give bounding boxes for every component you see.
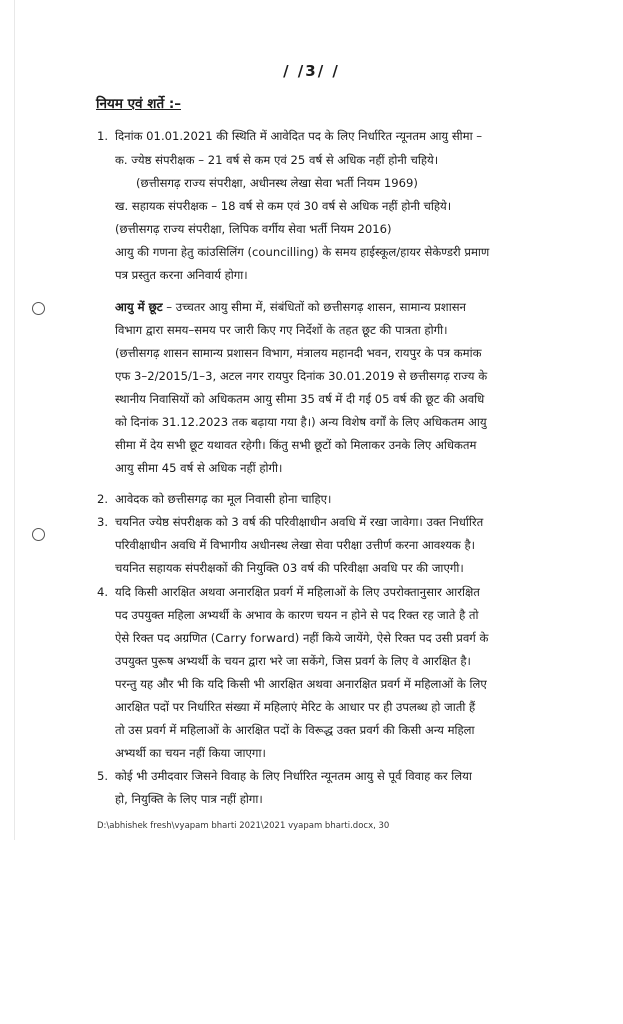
rule-4-line-4: उपयुक्त पुरूष अभ्यर्थी के चयन द्वारा भरे जा सकेंगे, जिस प्रवर्ग के लिए वे आरक्षित है। — [115, 654, 471, 668]
section-heading: नियम एवं शर्ते :– — [96, 96, 181, 112]
rule-3-line-2: परिवीक्षाधीन अवधि में विभागीय अधीनस्थ लेखा सेवा परीक्षा उत्तीर्ण करना आवश्यक है। — [115, 538, 476, 552]
item-number-2: 2. — [97, 492, 109, 506]
age-relaxation-line-2: विभाग द्वारा समय–समय पर जारी किए गए निर्देशों के तहत छूट की पात्रता होगी। — [115, 323, 448, 337]
scan-edge-line — [14, 0, 15, 840]
item-number-5: 5. — [97, 769, 109, 783]
item-number-1: 1. — [97, 129, 109, 143]
rule-1-line-5: (छत्तीसगढ़ राज्य संपरीक्षा, लिपिक वर्गीय सेवा भर्ती नियम 2016) — [115, 222, 392, 236]
rule-1-line-3: (छत्तीसगढ़ राज्य संपरीक्षा, अधीनस्थ लेखा सेवा भर्ती नियम 1969) — [136, 176, 418, 190]
rule-4-line-7: तो उस प्रवर्ग में महिलाओं के आरक्षित पदों के विरूद्ध उक्त प्रवर्ग की किसी अन्य महिला — [115, 723, 475, 737]
rule-3-line-1: चयनित ज्येष्ठ संपरीक्षक को 3 वर्ष की परिवीक्षाधीन अवधि में रखा जावेगा। उक्त निर्धारित — [115, 515, 484, 529]
punch-hole-bottom — [32, 528, 45, 541]
rule-1-line-4: ख. सहायक संपरीक्षक – 18 वर्ष से कम एवं 30 वर्ष से अधिक नहीं होनी चहिये। — [115, 199, 452, 213]
item-number-3: 3. — [97, 515, 109, 529]
page-number: / /3/ / — [283, 62, 340, 80]
rule-4-line-1: यदि किसी आरक्षित अथवा अनारक्षित प्रवर्ग में महिलाओं के लिए उपरोक्तानुसार आरक्षित — [115, 585, 480, 599]
age-relaxation-line-8: आयु सीमा 45 वर्ष से अधिक नहीं होगी। — [115, 461, 283, 475]
rule-4-line-8: अभ्यर्थी का चयन नहीं किया जाएगा। — [115, 746, 266, 760]
punch-hole-top — [32, 302, 45, 315]
rule-5-line-2: हो, नियुक्ति के लिए पात्र नहीं होगा। — [115, 792, 263, 806]
rule-4-line-2: पद उपयुक्त महिला अभ्यर्थी के अभाव के कारण चयन न होने से पद रिक्त रह जाते है तो — [115, 608, 479, 622]
rule-1-line-2: क. ज्येष्ठ संपरीक्षक – 21 वर्ष से कम एवं 25 वर्ष से अधिक नहीं होनी चहिये। — [115, 153, 439, 167]
file-path-footer: D:\abhishek fresh\vyapam bharti 2021\2021 vyapam bharti.docx, 30 — [97, 821, 390, 831]
rule-5-line-1: कोई भी उमीदवार जिसने विवाह के लिए निर्धारित न्यूनतम आयु से पूर्व विवाह कर लिया — [115, 769, 472, 783]
rule-4-line-6: आरक्षित पदों पर निर्धारित संख्या में महिलाएं मेरिट के आधार पर ही उपलब्ध हो जाती हैं — [115, 700, 476, 714]
rule-1-line-6: आयु की गणना हेतु कांउसिलिंग (councilling) के समय हाईस्कूल/हायर सेकेण्डरी प्रमाण — [115, 245, 490, 259]
age-relaxation-line-5: स्थानीय निवासियों को अधिकतम आयु सीमा 35 वर्ष में दी गई 05 वर्ष की छूट की अवधि — [115, 392, 485, 406]
age-relaxation-paragraph — [115, 298, 466, 316]
age-relaxation-line-6: को दिनांक 31.12.2023 तक बढ़ाया गया है।) अन्य विशेष वर्गों के लिए अधिकतम आयु — [115, 415, 487, 429]
rule-4-line-5: परन्तु यह और भी कि यदि किसी भी आरक्षित अथवा अनारक्षित प्रवर्ग में महिलाओं के लिए — [115, 677, 487, 691]
age-relaxation-line-4: एफ 3–2/2015/1–3, अटल नगर रायपुर दिनांक 30.01.2019 से छत्तीसगढ़ राज्य के — [115, 369, 488, 383]
age-relaxation-line-1: – उच्चतर आयु सीमा में, संबंधितों को छत्तीसगढ़ शासन, सामान्य प्रशासन — [162, 300, 466, 314]
rule-4-line-3: ऐसे रिक्त पद अग्रणित (Carry forward) नहीं किये जायेंगे, ऐसे रिक्त पद उसी प्रवर्ग के — [115, 631, 489, 645]
age-relaxation-label: आयु में छूट — [115, 300, 163, 314]
age-relaxation-line-7: सीमा में देय सभी छूट यथावत रहेगी। किंतु सभी छूटों को मिलाकर उनके लिए अधिकतम — [115, 438, 477, 452]
rule-2-line-1: आवेदक को छत्तीसगढ़ का मूल निवासी होना चाहिए। — [115, 492, 332, 506]
rule-1-line-7: पत्र प्रस्तुत करना अनिवार्य होगा। — [115, 268, 248, 282]
item-number-4: 4. — [97, 585, 109, 599]
age-relaxation-line-3: (छत्तीसगढ़ शासन सामान्य प्रशासन विभाग, मंत्रालय महानदी भवन, रायपुर के पत्र कमांक — [115, 346, 482, 360]
rule-3-line-3: चयनित सहायक संपरीक्षकों की नियुक्ति 03 वर्ष की परिवीक्षा अवधि पर की जाएगी। — [115, 561, 464, 575]
rule-1-line-1: दिनांक 01.01.2021 की स्थिति में आवेदित पद के लिए निर्धारित न्यूनतम आयु सीमा – — [115, 129, 483, 143]
